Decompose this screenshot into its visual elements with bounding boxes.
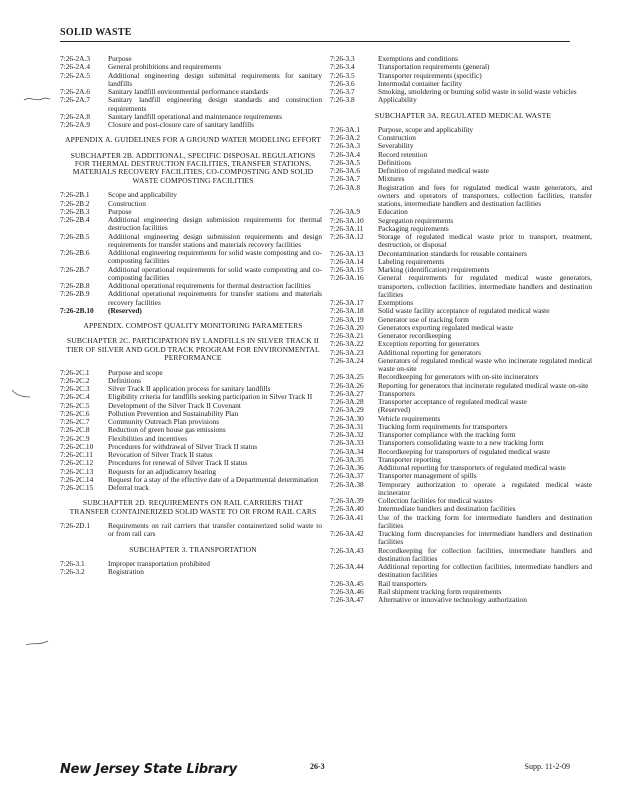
toc-entry — [60, 426, 322, 434]
section-number: 7:26-2C.4 — [60, 392, 90, 402]
section-title: Development of the Silver Track II Covenant — [108, 400, 241, 410]
section-number: 7:26-3A.18 — [330, 306, 364, 316]
toc-entry — [330, 88, 592, 96]
section-number: 7:26-3A.44 — [330, 562, 364, 572]
section-title: Silver Track II application process for sanitary landfills — [108, 384, 271, 394]
toc-entry — [330, 547, 592, 564]
section-title: Mixtures — [378, 174, 405, 184]
section-number: 7:26-2C.1 — [60, 367, 90, 377]
section-title: Rail transporters — [378, 578, 427, 588]
toc-entry — [330, 274, 592, 299]
section-title: Definition of regulated medical waste — [378, 166, 489, 176]
section-title: Definitions — [378, 157, 412, 167]
library-stamp: New Jersey State Library — [60, 762, 238, 777]
section-number: 7:26-2C.5 — [60, 400, 90, 410]
section-number: 7:26-2B.4 — [60, 215, 90, 225]
section-title: Additional engineering design submission requirements for thermal destruction facilities — [108, 215, 322, 233]
section-number: 7:26-3A.5 — [330, 157, 360, 167]
section-title: Requirements on rail carriers that transfer containerized solid waste to or from rail cars — [108, 521, 322, 539]
section-number: 7:26-3A.34 — [330, 446, 364, 456]
toc-entry — [330, 184, 592, 209]
section-number: 7:26-3A.33 — [330, 438, 364, 448]
section-number: 7:26-3A.31 — [330, 421, 364, 431]
section-title: Recordkeeping for transporters of regulated medical waste — [378, 446, 551, 456]
section-title: Registration — [108, 567, 144, 577]
section-number: 7:26-3A.41 — [330, 512, 364, 522]
section-title: Generator recordkeeping — [378, 331, 452, 341]
page-header — [60, 27, 570, 42]
toc-entry — [60, 476, 322, 484]
section-title: Intermediate handlers and destination facilities — [378, 504, 516, 514]
toc-entry — [330, 250, 592, 258]
section-number: 7:26-3A.47 — [330, 595, 364, 605]
section-title: (Reserved) — [108, 305, 142, 315]
section-title: Generator use of tracking form — [378, 314, 469, 324]
section-number: 7:26-3A.12 — [330, 232, 364, 242]
section-title: Definitions — [108, 375, 142, 385]
section-number: 7:26-3A.25 — [330, 372, 364, 382]
section-title: Additional operational requirements for transfer stations and materials recovery facilities — [108, 289, 322, 307]
section-title: Storage of regulated medical waste prior to transport, treatment, destruction, or disposal — [378, 232, 592, 250]
section-number: 7:26-3A.4 — [330, 149, 360, 159]
section-number: 7:26-2B.6 — [60, 248, 90, 258]
section-title: Exemptions and conditions — [378, 54, 458, 63]
section-title: Vehicle requirements — [378, 413, 441, 423]
toc-entry — [330, 530, 592, 547]
section-number: 7:26-3A.40 — [330, 504, 364, 514]
section-number: 7:26-3A.17 — [330, 298, 364, 308]
section-number: 7:26-3A.43 — [330, 545, 364, 555]
toc-entry — [60, 216, 322, 233]
section-title: Flexibilities and incentives — [108, 433, 188, 443]
section-title: Labeling requirements — [378, 256, 445, 266]
section-title: General prohibitions and requirements — [108, 62, 222, 72]
section-heading: SUBCHAPTER 2D. REQUIREMENTS ON RAIL CARRIERS THAT TRANSFER CONTAINERIZED SOLID WASTE TO OR FROM RAIL CARS — [69, 498, 317, 516]
toc-entry — [60, 121, 322, 129]
section-title: Additional operational requirements for thermal destruction facilities — [108, 281, 311, 291]
section-title: Transporter management of spills — [378, 471, 477, 481]
toc-entry — [330, 142, 592, 150]
toc-entry — [330, 96, 592, 104]
section-title: Closure and post-closure care of sanitary landfills — [108, 120, 255, 129]
section-number: 7:26-2B.1 — [60, 190, 90, 200]
section-title: Use of the tracking form for intermediate handlers and destination facilities — [378, 512, 592, 530]
section-number: 7:26-3A.38 — [330, 479, 364, 489]
section-number: 7:26-3A.37 — [330, 471, 364, 481]
section-number: 7:26-2C.10 — [60, 441, 94, 451]
section-title: Registration and fees for regulated medical waste generators, and owners and operators of transporters, collection facilities, transfer stations, intermediate handlers and destination facilities — [378, 182, 592, 209]
section-title: Reporting for generators that incinerate regulated medical waste on-site — [378, 380, 589, 390]
margin-mark — [22, 92, 52, 106]
toc-entry — [330, 514, 592, 531]
page-number: 26-3 — [310, 762, 325, 771]
section-number: 7:26-3A.39 — [330, 496, 364, 506]
section-title: Recordkeeping for collection facilities, intermediate handlers and destination facilities — [378, 545, 592, 563]
toc-entry — [60, 72, 322, 89]
toc-entry — [60, 484, 322, 492]
section-number: 7:26-3.6 — [330, 78, 355, 88]
section-title: Smoking, smoldering or burning solid waste in solid waste vehicles — [378, 87, 577, 96]
section-title: Reduction of green house gas emissions — [108, 425, 226, 435]
section-number: 7:26-3A.29 — [330, 405, 364, 415]
toc-entry — [60, 200, 322, 208]
section-title: Transportation requirements (general) — [378, 62, 490, 72]
section-title: Severability — [378, 141, 414, 151]
section-title: Additional reporting for generators — [378, 347, 481, 357]
section-heading: SUBCHAPTER 2C. PARTICIPATION BY LANDFILLS IN SILVER TRACK II TIER OF SILVER AND GOLD TRACK PROGRAM FOR ENVIRONMENTAL PERFORMANCE — [66, 336, 320, 363]
section-number: 7:26-3A.9 — [330, 207, 360, 217]
toc-entry — [330, 151, 592, 159]
section-number: 7:26-2C.14 — [60, 474, 94, 484]
section-title: Improper transportation prohibited — [108, 559, 210, 569]
toc-entry — [330, 217, 592, 225]
toc-entry — [60, 290, 322, 307]
section-title: Transporters — [378, 388, 415, 398]
section-number: 7:26-2A.9 — [60, 120, 90, 129]
section-number: 7:26-2A.4 — [60, 62, 90, 72]
section-title: Additional reporting for transporters of regulated medical waste — [378, 463, 566, 473]
toc-entry — [330, 448, 592, 456]
section-number: 7:26-3A.26 — [330, 380, 364, 390]
section-number: 7:26-2A.6 — [60, 87, 90, 96]
section-number: 7:26-2B.5 — [60, 231, 90, 241]
section-number: 7:26-2C.9 — [60, 433, 90, 443]
toc-entry — [330, 208, 592, 216]
toc-entry — [330, 134, 592, 142]
section-title: Decontamination standards for reusable containers — [378, 248, 527, 258]
section-title: Community Outreach Plan provisions — [108, 417, 220, 427]
section-title: Segregation requirements — [378, 215, 454, 225]
toc-entry — [60, 568, 322, 576]
section-heading: SUBCHAPTER 2B. ADDITIONAL, SPECIFIC DISPOSAL REGULATIONS FOR THERMAL DESTRUCTION FACILITIES, TRANSFER STATIONS, MATERIALS RECOVERY FACILITIES, CO-COMPOSTING AND SOLID WASTE COMPOSTING FACILITIES — [70, 150, 316, 185]
section-number: 7:26-3.1 — [60, 559, 85, 569]
margin-mark — [10, 387, 32, 401]
section-title: Intermodal container facility — [378, 78, 463, 88]
section-number: 7:26-3A.8 — [330, 182, 360, 192]
section-number: 7:26-2C.12 — [60, 458, 94, 468]
section-number: 7:26-3.2 — [60, 567, 85, 577]
section-title: Alternative or innovative technology authorization — [378, 595, 527, 605]
section-number: 7:26-2D.1 — [60, 521, 90, 531]
section-title: Tracking form discrepancies for intermediate handlers and destination facilities — [378, 529, 592, 547]
section-number: 7:26-2C.15 — [60, 483, 94, 493]
section-number: 7:26-3A.7 — [330, 174, 360, 184]
section-title: Sanitary landfill engineering design standards and construction requirements — [108, 95, 322, 113]
toc-entry — [330, 324, 592, 332]
section-title: Generators of regulated medical waste who incinerate regulated medical waste on-site — [378, 355, 592, 374]
section-heading: SUBCHAPTER 3. TRANSPORTATION — [129, 544, 257, 554]
section-number: 7:26-3.7 — [330, 87, 355, 96]
section-number: 7:26-3A.15 — [330, 265, 364, 275]
section-title: Temporary authorization to operate a regulated medical waste incinerator — [378, 479, 592, 497]
section-title: Exemptions — [378, 298, 414, 308]
section-title: General requirements for regulated medical waste generators, transporters, collection facilities, intermediate handlers and destination facilities — [378, 273, 592, 299]
section-number: 7:26-2A.5 — [60, 70, 90, 80]
section-title: Packaging requirements — [378, 223, 449, 233]
section-number: 7:26-3A.24 — [330, 355, 364, 365]
toc-entry — [330, 126, 592, 134]
section-number: 7:26-3.4 — [330, 62, 355, 72]
section-title: Revocation of Silver Track II status — [108, 450, 213, 460]
section-title: Additional engineering design submittal requirements for sanitary landfills — [108, 70, 322, 88]
section-title: Rail shipment tracking form requirements — [378, 586, 502, 596]
section-number: 7:26-3A.32 — [330, 430, 364, 440]
section-title: Scope and applicability — [108, 190, 177, 200]
section-number: 7:26-2B.8 — [60, 281, 90, 291]
section-number: 7:26-3A.45 — [330, 578, 364, 588]
toc-entry — [60, 249, 322, 266]
section-title: Exception reporting for generators — [378, 339, 480, 349]
section-heading: SUBCHAPTER 3A. REGULATED MEDICAL WASTE — [374, 110, 552, 120]
section-title: Record retention — [378, 149, 428, 159]
section-title: Procedures for renewal of Silver Track II status — [108, 458, 248, 468]
section-title: Purpose and scope — [108, 367, 163, 377]
section-title: Deferral track — [108, 483, 149, 493]
section-title: Additional engineering requirements for solid waste composting and co-composting facilities — [108, 248, 322, 266]
section-heading: APPENDIX. COMPOST QUALITY MONITORING PARAMETERS — [83, 321, 303, 331]
toc-entry — [60, 233, 322, 250]
section-title: Additional engineering design submission requirements and design requirements for transfer stations and materials recovery facilities — [108, 231, 322, 249]
section-title: Transporter acceptance of regulated medical waste — [378, 397, 527, 407]
section-number: 7:26-2B.7 — [60, 264, 90, 274]
section-title: Eligibility criteria for landfills seeking participation in Silver Track II — [108, 392, 313, 402]
section-number: 7:26-3A.20 — [330, 322, 364, 332]
supplement-date: Supp. 11-2-09 — [524, 762, 570, 771]
section-number: 7:26-2B.3 — [60, 206, 90, 216]
section-title: Construction — [378, 133, 416, 143]
section-number: 7:26-3A.21 — [330, 331, 364, 341]
section-number: 7:26-3.8 — [330, 95, 355, 105]
section-number: 7:26-3A.27 — [330, 388, 364, 398]
section-number: 7:26-3A.36 — [330, 463, 364, 473]
section-title: Transporter requirements (specific) — [378, 70, 482, 80]
section-title: Purpose, scope and applicability — [378, 124, 474, 134]
section-title: Requests for an adjudicatory hearing — [108, 466, 217, 476]
section-number: 7:26-2C.11 — [60, 450, 93, 460]
page-footer — [60, 762, 570, 782]
toc-entry — [330, 563, 592, 580]
toc-entry — [60, 191, 322, 199]
section-title: (Reserved) — [378, 405, 411, 415]
toc-entry — [330, 167, 592, 175]
running-head-title: SOLID WASTE — [60, 27, 132, 38]
section-number: 7:26-2C.13 — [60, 466, 94, 476]
toc-entry — [330, 596, 592, 604]
section-title: Transporters consolidating waste to a new tracking form — [378, 438, 544, 448]
toc-entry — [60, 307, 322, 315]
right-column — [330, 55, 592, 604]
section-number: 7:26-3A.28 — [330, 397, 364, 407]
section-number: 7:26-3A.10 — [330, 215, 364, 225]
section-number: 7:26-2C.6 — [60, 408, 90, 418]
section-number: 7:26-3A.11 — [330, 223, 364, 233]
section-number: 7:26-3A.35 — [330, 454, 364, 464]
section-title: Pollution Prevention and Sustainability Plan — [108, 408, 239, 418]
section-number: 7:26-3A.22 — [330, 339, 364, 349]
toc-entry — [60, 560, 322, 568]
toc-entry — [60, 522, 322, 539]
section-number: 7:26-2A.7 — [60, 95, 90, 105]
section-number: 7:26-3A.30 — [330, 413, 364, 423]
section-number: 7:26-3A.19 — [330, 314, 364, 324]
section-number: 7:26-2B.2 — [60, 198, 90, 208]
section-number: 7:26-2A.3 — [60, 54, 90, 63]
section-heading: APPENDIX A. GUIDELINES FOR A GROUND WATER MODELING EFFORT — [65, 135, 321, 145]
section-title: Purpose — [108, 206, 132, 216]
section-title: Education — [378, 207, 408, 217]
section-number: 7:26-2B.9 — [60, 289, 90, 299]
margin-mark — [24, 636, 50, 650]
toc-entry — [60, 266, 322, 283]
section-title: Collection facilities for medical wastes — [378, 496, 493, 506]
section-number: 7:26-2C.8 — [60, 425, 90, 435]
section-number: 7:26-3A.13 — [330, 248, 364, 258]
section-title: Recordkeeping for generators with on-site incinerators — [378, 372, 539, 382]
section-title: Additional operational requirements for solid waste composting and co-composting facilities — [108, 264, 322, 282]
section-number: 7:26-2B.10 — [60, 305, 94, 315]
section-title: Transporter compliance with the tracking form — [378, 430, 516, 440]
section-number: 7:26-3A.16 — [330, 273, 364, 283]
section-title: Marking (identification) requirements — [378, 265, 490, 275]
left-column — [60, 55, 322, 577]
section-title: Tracking form requirements for transporters — [378, 421, 508, 431]
toc-entry — [330, 398, 592, 406]
section-title: Construction — [108, 198, 146, 208]
section-title: Purpose — [108, 54, 132, 63]
section-number: 7:26-3A.14 — [330, 256, 364, 266]
section-number: 7:26-3A.23 — [330, 347, 364, 357]
section-title: Procedures for withdrawal of Silver Track II status — [108, 441, 258, 451]
toc-entry — [330, 357, 592, 374]
section-number: 7:26-2C.2 — [60, 375, 90, 385]
section-number: 7:26-3A.42 — [330, 529, 364, 539]
section-title: Request for a stay of the effective date of a Departmental determination — [108, 474, 319, 484]
toc-entry — [330, 406, 592, 414]
toc-entry — [60, 369, 322, 377]
section-title: Applicability — [378, 95, 417, 105]
section-number: 7:26-3.5 — [330, 70, 355, 80]
section-title: Additional reporting for collection facilities, intermediate handlers and destination facilities — [378, 562, 592, 580]
section-number: 7:26-3A.46 — [330, 586, 364, 596]
section-number: 7:26-3A.2 — [330, 133, 360, 143]
section-number: 7:26-3A.1 — [330, 124, 360, 134]
toc-entry — [60, 96, 322, 113]
toc-entry — [330, 481, 592, 498]
section-number: 7:26-2A.8 — [60, 111, 90, 121]
section-number: 7:26-3.3 — [330, 54, 355, 63]
section-title: Sanitary landfill environmental performance standards — [108, 87, 269, 96]
section-title: Generators exporting regulated medical waste — [378, 322, 513, 332]
section-title: Solid waste facility acceptance of regulated medical waste — [378, 306, 550, 316]
section-number: 7:26-2C.3 — [60, 384, 90, 394]
section-number: 7:26-2C.7 — [60, 417, 90, 427]
toc-entry — [330, 233, 592, 250]
section-number: 7:26-3A.3 — [330, 141, 360, 151]
section-title: Transporter reporting — [378, 454, 441, 464]
toc-entry — [330, 382, 592, 390]
section-title: Sanitary landfill operational and maintenance requirements — [108, 111, 282, 121]
section-number: 7:26-3A.6 — [330, 166, 360, 176]
